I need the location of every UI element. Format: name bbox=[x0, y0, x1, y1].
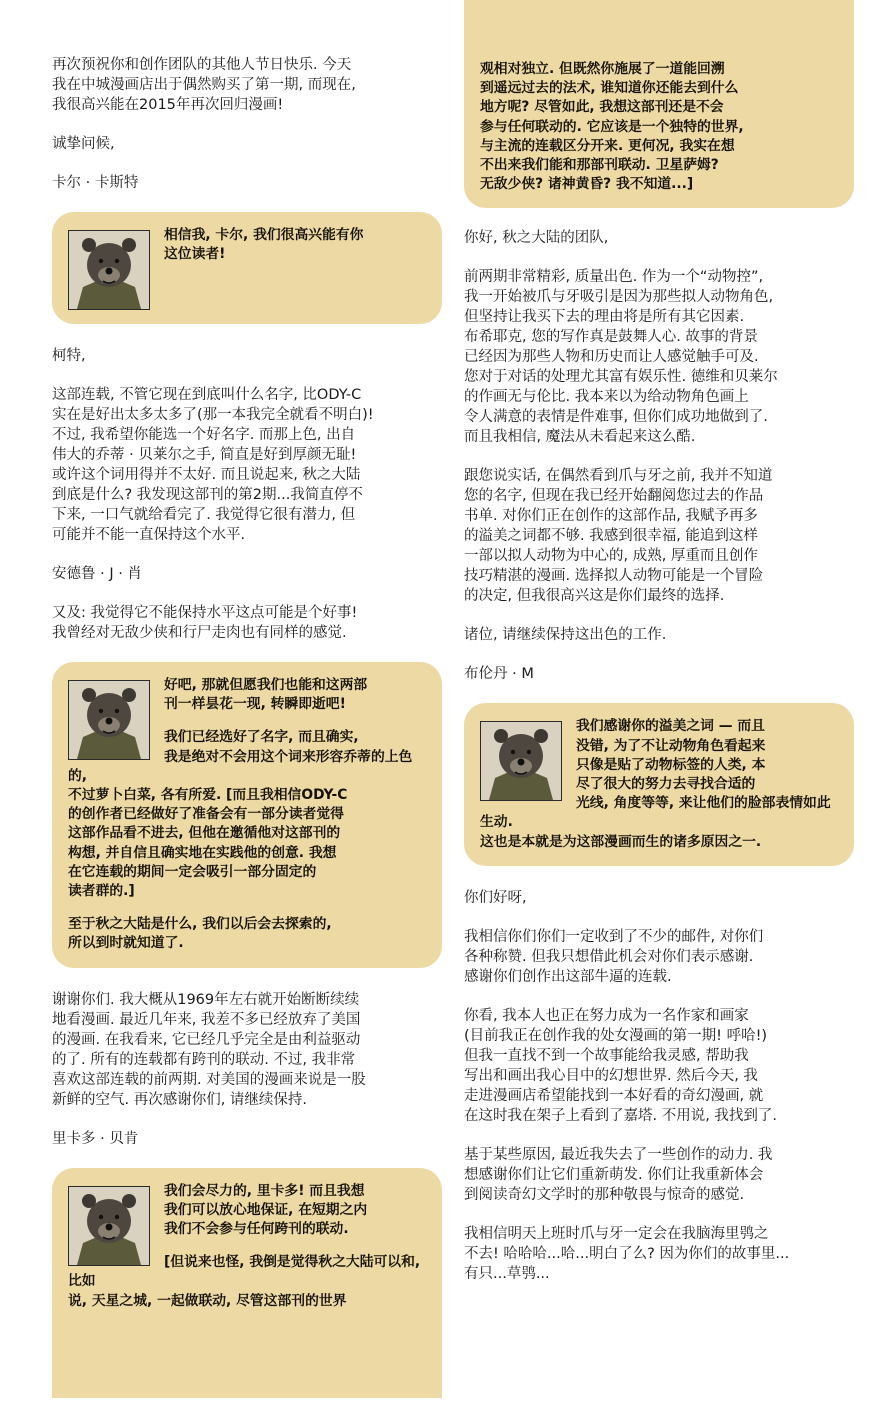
reply-text: 相信我, 卡尔, 我们很高兴能有你 这位读者! bbox=[164, 227, 364, 263]
letter-greeting: 你们好呀, bbox=[464, 889, 527, 906]
reply-box bbox=[52, 662, 442, 968]
letter-body: 再次预祝你和创作团队的其他人节日快乐. 今天 我在中城漫画店出于偶然购买了第一期, 而现在, 我很高兴能在2015年再次回归漫画! bbox=[52, 57, 356, 113]
letter-ricardo bbox=[52, 990, 442, 1149]
letter-andrew bbox=[52, 346, 442, 643]
letter-closing: 诸位, 请继续保持这出色的工作. bbox=[464, 627, 667, 644]
letter-greeting: 柯特, bbox=[52, 348, 86, 364]
letter-body: 前两期非常精彩, 质量出色. 作为一个“动物控”, 我一开始被爪与牙吸引是因为那些拟人动物角色, 但坚持让我买下去的理由将是所有其它因素. 布希耶克, 您的写作真是鼓舞人心. 故事的背景 已经因为那些人物和历史而让人感觉触手可及. 您对于对话的处理尤其富有娱乐性. 德维和贝莱尔 的作画无与伦比. 我本来以为给动物角色画上 令人满意的表情是件难事, 但你们成功地做到了. 而且我相信, 魔法从未看起来这么酷. bbox=[464, 269, 778, 446]
letter-signature: 卡尔 · 卡斯特 bbox=[52, 175, 139, 191]
letter-ps: 又及: 我觉得它不能保持水平这点可能是个好事! 我曾经对无敌少侠和行尸走肉也有同样的感觉. bbox=[52, 605, 358, 641]
right-column bbox=[464, 0, 854, 1303]
reply-text: 我们感谢你的溢美之词 — 而且 没错, 为了不让动物角色看起来 只像是贴了动物标签的人类, 本 尽了很大的努力去寻找合适的 光线, 角度等等, 来让他们的脸部表情如此生动. 这也是本就是为这部漫画而生的诸多原因之一. bbox=[480, 718, 831, 850]
bear-avatar-icon bbox=[68, 1186, 150, 1266]
letter-hello bbox=[464, 888, 854, 1284]
letter-body: 基于某些原因, 最近我失去了一些创作的动力. 我 想感谢你们让它们重新萌发. 你们让我重新体会 到阅读奇幻文学时的那种敬畏与惊奇的感觉. bbox=[464, 1146, 773, 1203]
reply-text: 我们会尽力的, 里卡多! 而且我想 我们可以放心地保证, 在短期之内 我们不会参与任何跨刊的联动. bbox=[164, 1182, 368, 1238]
left-column bbox=[52, 0, 442, 1420]
letter-body: 我相信明天上班时爪与牙一定会在我脑海里鸮之 不去! 哈哈哈...哈...明白了么? 因为你们的故事里... 有只...草鸮... bbox=[464, 1225, 790, 1282]
letter-body: 谢谢你们. 我大概从1969年左右就开始断断续续 地看漫画. 最近几年来, 我差不多已经放弃了美国 的漫画. 在我看来, 它已经几乎完全是由利益驱动 的了. 所有的连载都有跨刊的联动. 不过, 我非常 喜欢这部连载的前两期. 对美国的漫画来说是一股 新鲜的空气. 再次感谢你们, 请继续保持. bbox=[52, 991, 366, 1108]
reply-text: 至于秋之大陆是什么, 我们以后会去探索的, 所以到时就知道了. bbox=[68, 916, 332, 952]
bear-avatar-icon bbox=[68, 230, 150, 310]
letter-signature: 安德鲁 · J · 肖 bbox=[52, 566, 142, 582]
letter-closing: 诚挚问候, bbox=[52, 136, 115, 152]
letter-signature: 里卡多 · 贝肯 bbox=[52, 1130, 139, 1147]
letter-body: 这部连载, 不管它现在到底叫什么名字, 比ODY-C 实在是好出太多太多了(那一本我完全就看不明白)! 不过, 我希望你能选一个好名字. 而那上色, 出自 伟大的乔蒂 · 贝莱尔之手, 简直是好到厚颜无耻! 或许这个词用得并不太好. 而且说起来, 秋之大陆 到底是什么? 我发现这部刊的第2期...我简直停不 下来, 一口气就给看完了. 我觉得它很有潜力, 但 可能并不能一直保持这个水平. bbox=[52, 387, 374, 543]
reply-text: 观相对独立. 但既然你施展了一道能回溯 到遥远过去的法术, 谁知道你还能去到什么 地方呢? 尽管如此, 我想这部刊还是不会 参与任何联动的. 它应该是一个独特的世界, 与主流的连载区分开来. 更何况, 我实在想 不出来我们能和那部刊联动. 卫星萨姆? 无敌少侠? 诸神黄昏? 我不知道...] bbox=[480, 61, 744, 193]
letter-karl bbox=[52, 55, 442, 193]
letter-greeting: 你好, 秋之大陆的团队, bbox=[464, 230, 609, 247]
reply-text: 我们已经选好了名字, 而且确实, 我是绝对不会用这个词来形容乔蒂的上色的, 不过萝卜白菜, 各有所爱. [而且我相信ODY-C 的创作者已经做好了准备会有一部分读者觉得 这部作品看不进去, 但他在邀循他对这部刊的 构想, 并自信且确实地在实践他的创意. 我想 在它连载的期间一定会吸引一部分固定的 读者群的.] bbox=[68, 729, 413, 900]
reply-box bbox=[52, 212, 442, 324]
letter-signature: 布伦丹 · M bbox=[464, 666, 534, 683]
reply-box bbox=[464, 703, 854, 865]
letter-body: 跟您说实话, 在偶然看到爪与牙之前, 我并不知道 您的名字, 但现在我已经开始翻阅您过去的作品 书单. 对你们正在创作的这部作品, 我赋予再多 的溢美之词都不够. 我感到很幸福, 能追到这样 一部以拟人动物为中心的, 成熟, 厚重而且创作 技巧精湛的漫画. 选择拟人动物可能是一个冒险 的决定, 但我很高兴这是你们最终的选择. bbox=[464, 468, 773, 605]
letter-brendan bbox=[464, 228, 854, 684]
bear-avatar-icon bbox=[68, 680, 150, 760]
reply-box-continued bbox=[464, 0, 854, 208]
letter-body: 我相信你们你们一定收到了不少的邮件, 对你们 各种称赞. 但我只想借此机会对你们表示感谢. 感谢你们创作出这部牛逼的连载. bbox=[464, 928, 764, 985]
letter-body: 你看, 我本人也正在努力成为一名作家和画家 (目前我正在创作我的处女漫画的第一期! 呼哈!) 但我一直找不到一个故事能给我灵感, 帮助我 写出和画出我心目中的幻想世界. 然后今天, 我 走进漫画店希望能找到一本好看的奇幻漫画, 就 在这时我在架子上看到了嘉塔. 不用说, 我找到了. bbox=[464, 1007, 778, 1124]
reply-text: 好吧, 那就但愿我们也能和这两部 刊一样昙花一现, 转瞬即逝吧! bbox=[164, 677, 368, 713]
reply-text: [但说来也怪, 我倒是觉得秋之大陆可以和, 比如 说, 天星之城, 一起做联动, 尽管这部刊的世界 bbox=[68, 1254, 421, 1309]
reply-box bbox=[52, 1168, 442, 1398]
bear-avatar-icon bbox=[480, 721, 562, 801]
